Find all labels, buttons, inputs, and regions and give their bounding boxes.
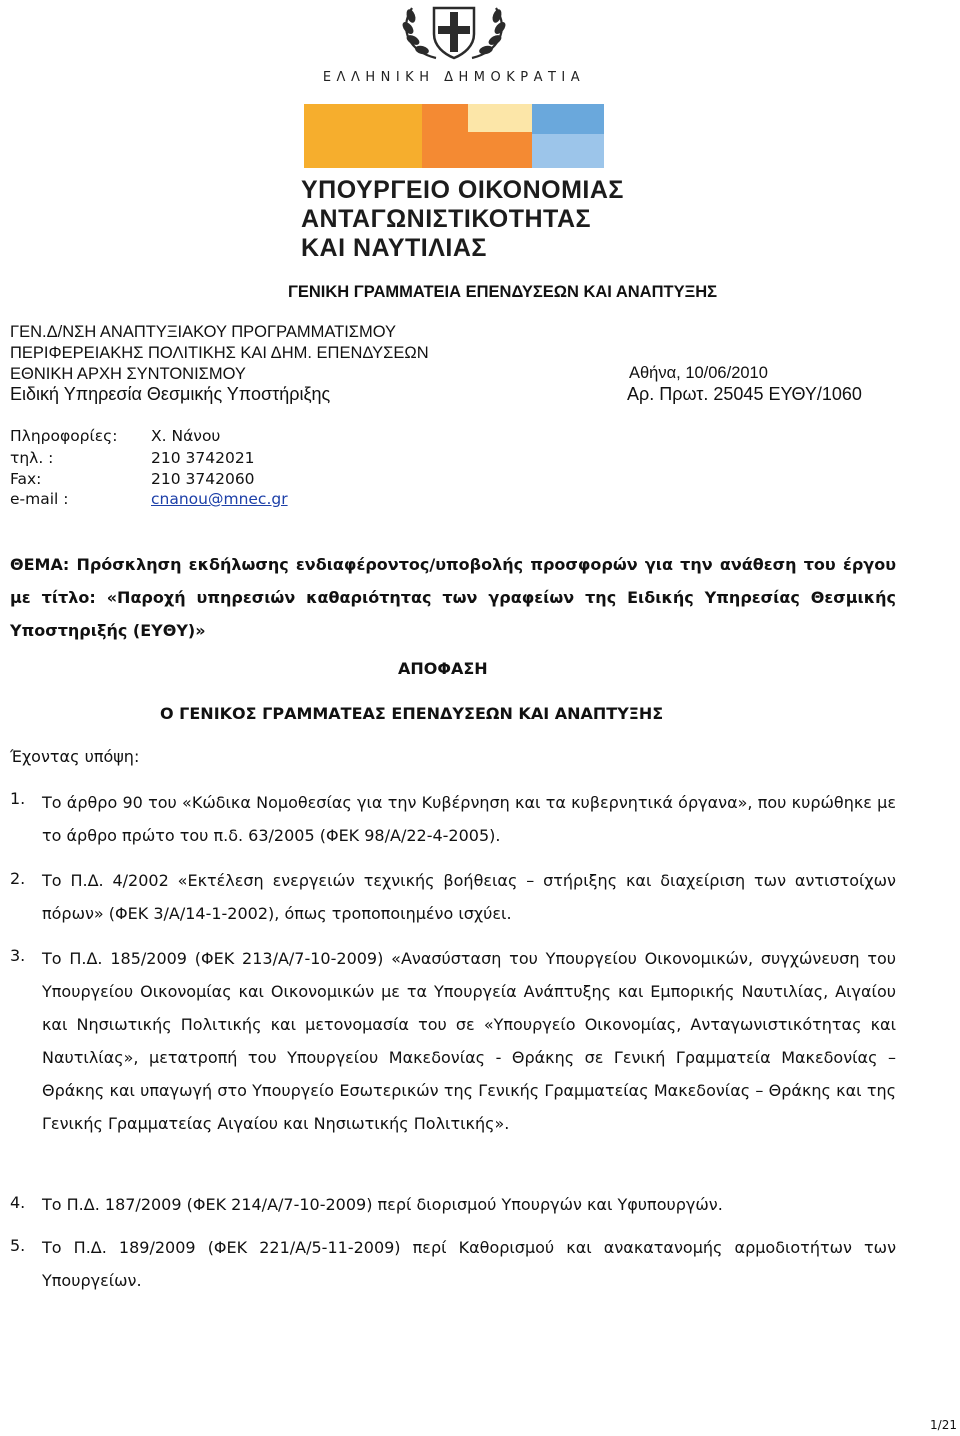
sender-line-1: ΓΕΝ.Δ/ΝΣΗ ΑΝΑΠΤΥΞΙΑΚΟΥ ΠΡΟΓΡΑΜΜΑΤΙΣΜΟΥ <box>10 323 397 341</box>
fax-value: 210 3742060 <box>151 470 255 488</box>
general-secretariat-heading: ΓΕΝΙΚΗ ΓΡΑΜΜΑΤΕΙΑ ΕΠΕΝΔΥΣΕΩΝ ΚΑΙ ΑΝΑΠΤΥΞΗΣ <box>287 283 718 301</box>
secretary-title: Ο ΓΕΝΙΚΟΣ ΓΡΑΜΜΑΤΕΑΣ ΕΠΕΝΔΥΣΕΩΝ ΚΑΙ ΑΝΑΠΤΥΞΗΣ <box>160 704 664 723</box>
ministry-name <box>301 176 624 263</box>
ministry-line-2: ΑΝΤΑΓΩΝΙΣΤΙΚΟΤΗΤΑΣ <box>301 205 592 233</box>
subject: ΘΕΜΑ: Πρόσκληση εκδήλωσης ενδιαφέροντος/υποβολής προσφορών για την ανάθεση του έργου με τίτλο: «Παροχή υπηρεσιών καθαριότητας των γραφείων της Ειδικής Υπηρεσίας Θεσμικής Υποστηριξής (ΕΥΘΥ)» <box>10 555 896 640</box>
sender-line-4: Ειδική Υπηρεσία Θεσμικής Υποστήριξης <box>10 384 331 404</box>
item-text: Το Π.Δ. 189/2009 (ΦΕΚ 221/Α/5-11-2009) περί Καθορισμού και ανακατανομής αρμοδιοτήτων των Υπουργείων. <box>42 1238 896 1290</box>
logo-country-name: ΕΛΛΗΝΙΚΗ ΔΗΜΟΚΡΑΤΙΑ <box>322 70 586 85</box>
protocol-number: Αρ. Πρωτ. 25045 ΕΥΘΥ/1060 <box>627 384 862 404</box>
phone-label: τηλ. : <box>10 449 54 467</box>
sender-line-2: ΠΕΡΙΦΕΡΕΙΑΚΗΣ ΠΟΛΙΤΙΚΗΣ ΚΑΙ ΔΗΜ. ΕΠΕΝΔΥΣΕΩΝ <box>10 344 429 362</box>
item-text: Το Π.Δ. 185/2009 (ΦΕΚ 213/Α/7-10-2009) «Ανασύσταση του Υπουργείου Οικονομικών, συγχώνευση του Υπουργείου Οικονομίας και Οικονομικών με τα Υπουργεία Ανάπτυξης και Εμπορικής Ναυτιλίας, Αιγαίου και Νησιωτικής Πολιτικής και μετονομασία του σε «Υπουργείο Οικονομίας, Ανταγωνιστικότητας και Ναυτιλίας», μετατροπή του Υπουργείου Μακεδονίας - Θράκης σε Γενική Γραμματεία Μακεδονίας – Θράκης και υπαγωγή στο Υπουργείο Εσωτερικών της Γενικής Γραμματείας Μακεδονίας – Θράκης και της Γενικής Γραμματείας Αιγαίου και Νησιωτικής Πολιτικής». <box>42 949 896 1133</box>
fax-label: Fax: <box>10 470 42 488</box>
date-line: Αθήνα, 10/06/2010 <box>629 364 768 382</box>
info-value: Χ. Νάνου <box>151 427 221 445</box>
item-text: Το άρθρο 90 του «Κώδικα Νομοθεσίας για την Κυβέρνηση και τα κυβερνητικά όργανα», που κυρώθηκε με το άρθρο πρώτο του π.δ. 63/2005 (ΦΕΚ 98/Α/22-4-2005). <box>42 793 896 845</box>
item-number: 3. <box>10 946 26 965</box>
phone-value: 210 3742021 <box>151 449 255 467</box>
ministry-line-1: ΥΠΟΥΡΓΕΙΟ ΟΙΚΟΝΟΜΙΑΣ <box>301 176 624 204</box>
email-link[interactable]: cnanou@mnec.gr <box>151 490 288 508</box>
decision-title: ΑΠΟΦΑΣΗ <box>398 659 488 678</box>
page-number: 1/21 <box>930 1418 957 1432</box>
info-label: Πληροφορίες: <box>10 427 118 445</box>
item-number: 4. <box>10 1193 26 1212</box>
item-text: Το Π.Δ. 187/2009 (ΦΕΚ 214/Α/7-10-2009) περί διορισμού Υπουργών και Υφυπουργών. <box>42 1195 723 1214</box>
ministry-line-3: ΚΑΙ ΝΑΥΤΙΛΙΑΣ <box>301 234 487 262</box>
sender-line-3: ΕΘΝΙΚΗ ΑΡΧΗ ΣΥΝΤΟΝΙΣΜΟΥ <box>10 365 246 383</box>
item-text: Το Π.Δ. 4/2002 «Εκτέλεση ενεργειών τεχνικής βοήθειας – στήριξης και διαχείριση των αντιστοίχων πόρων» (ΦΕΚ 3/Α/14-1-2002), όπως τροποποιημένο ισχύει. <box>42 871 896 923</box>
item-number: 5. <box>10 1236 26 1255</box>
email-label: e-mail : <box>10 490 69 508</box>
considering-label: Έχοντας υπόψη: <box>10 747 140 766</box>
item-number: 1. <box>10 789 26 808</box>
item-number: 2. <box>10 869 26 888</box>
